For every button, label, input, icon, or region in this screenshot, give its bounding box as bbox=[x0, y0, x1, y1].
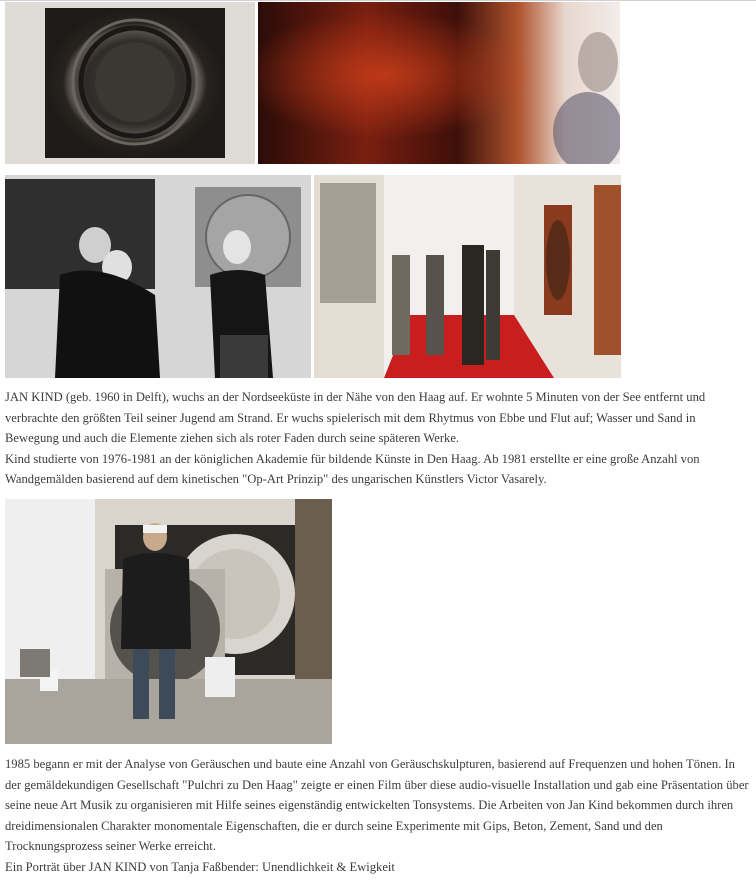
bio-intro: JAN KIND (geb. 1960 in Delft), wuchs an der Nordseeküste in der Nähe von den Haag auf. Er wohnte 5 Minuten von der See entfernt und verbrachte den größten Teil seiner Jugend am Strand. Er wuchs spielerisch mit dem Rhytmus von Ebbe und Flut auf; Wasser und Sand in Bewegung und auch die Elemente ziehen sich als roter Faden durch seine späteren Werke. bbox=[5, 390, 706, 446]
top-divider bbox=[0, 0, 756, 1]
red-blur-photo bbox=[258, 2, 620, 164]
circle-painting-photo bbox=[5, 2, 255, 164]
three-women-photo bbox=[5, 175, 311, 378]
bio-intro-text bbox=[5, 387, 750, 490]
gallery-visitors-photo bbox=[314, 175, 621, 378]
bio-sound-text bbox=[5, 754, 750, 878]
bio-study: Kind studierte von 1976-1981 an der königlichen Akademie für bildende Künste in Den Haag. Ab 1981 erstellte er eine große Anzahl von Wandgemälden basierend auf dem kinetischen "Op-Art Prinzip" des ungarischen Künstlers Victor Vasarely. bbox=[5, 451, 700, 487]
portrait-link[interactable]: Ein Porträt über JAN KIND von Tanja Faßbender: Unendlichkeit & Ewigkeit bbox=[5, 859, 395, 874]
bio-sound: 1985 begann er mit der Analyse von Geräuschen und baute eine Anzahl von Geräuschskulpturen, basierend auf Frequenzen und hohen Tönen. In der gemäldekundigen Gesellschaft "Pulchri zu Den Haag" zeigte er einen Film über diese audio-visuelle Installation und gab eine Präsentation über seine neue Art Musik zu organisieren mit Hilfe seines eigenständig entwickelten Tonsystems. Die Arbeiten von Jan Kind bekommen durch ihren dreidimensionalen Charakter monomentale Eigenschaften, die er durch seine Experimente mit Gips, Beton, Zement, Sand und den Trocknungsprozess seiner Werke erreicht. bbox=[5, 757, 749, 854]
artist-studio-photo bbox=[5, 499, 332, 744]
